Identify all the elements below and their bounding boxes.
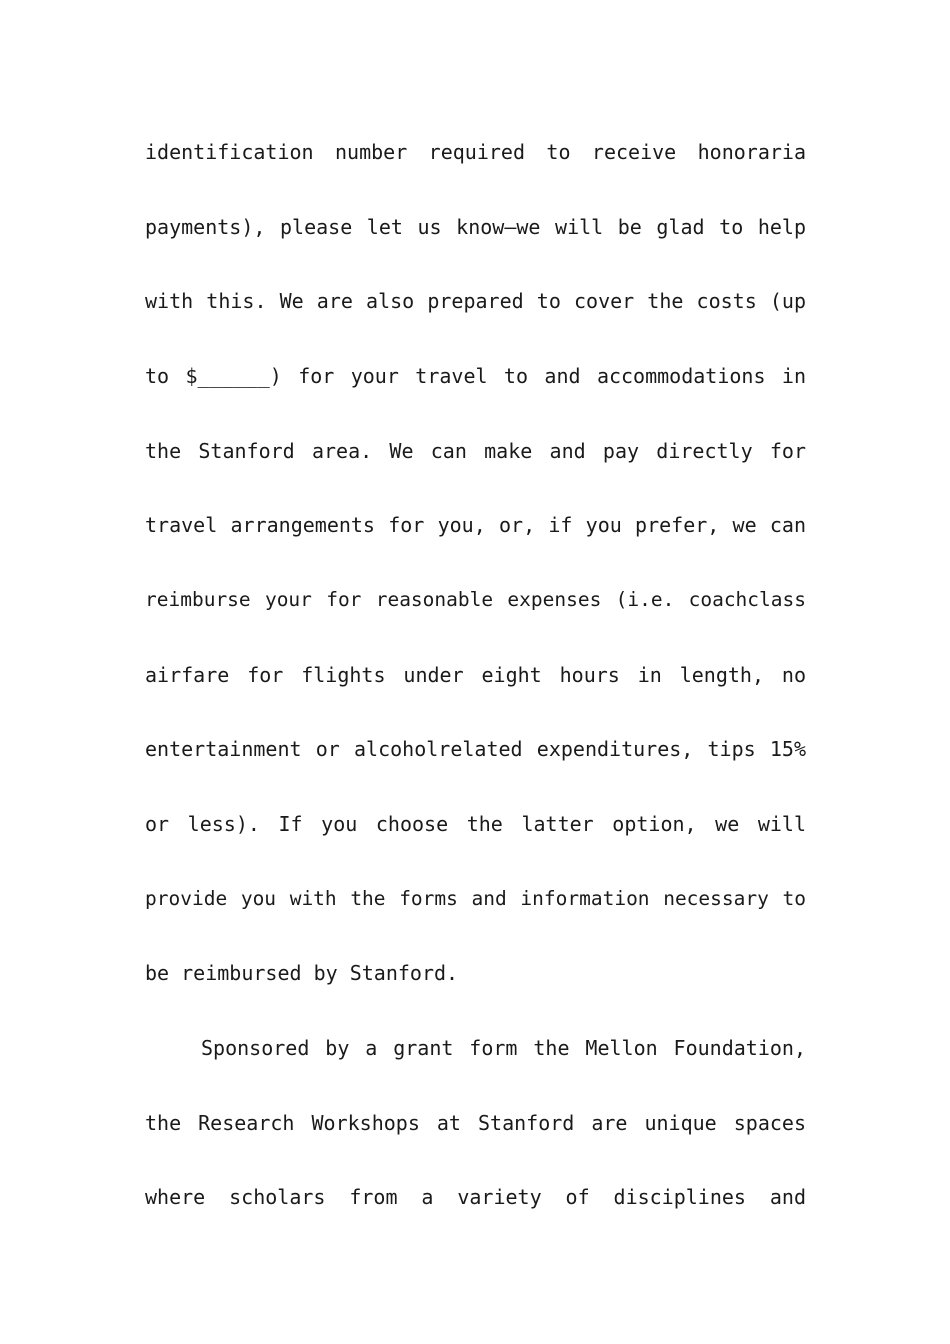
text-line: airfare for flights under eight hours in length, no [145, 663, 806, 687]
text-line: where scholars from a variety of disciplines and [145, 1185, 806, 1209]
text-line: provide you with the forms and information necessary to [145, 887, 806, 910]
text-line: with this. We are also prepared to cover the costs (up [145, 289, 806, 313]
text-line: entertainment or alcoholrelated expenditures, tips 15% [145, 737, 806, 761]
text-line: the Stanford area. We can make and pay directly for [145, 439, 806, 463]
text-line: the Research Workshops at Stanford are unique spaces [145, 1111, 806, 1135]
text-line: Sponsored by a grant form the Mellon Foundation, [201, 1036, 806, 1060]
text-line: identification number required to receive honoraria [145, 140, 806, 164]
text-line: or less). If you choose the latter option, we will [145, 812, 806, 836]
text-line: to $______) for your travel to and accommodations in [145, 364, 806, 388]
text-line: travel arrangements for you, or, if you prefer, we can [145, 513, 806, 537]
text-line: be reimbursed by Stanford. [145, 961, 459, 985]
text-line: reimburse your for reasonable expenses (i.e. coachclass [145, 588, 806, 611]
text-line: payments), please let us know—we will be glad to help [145, 215, 806, 239]
